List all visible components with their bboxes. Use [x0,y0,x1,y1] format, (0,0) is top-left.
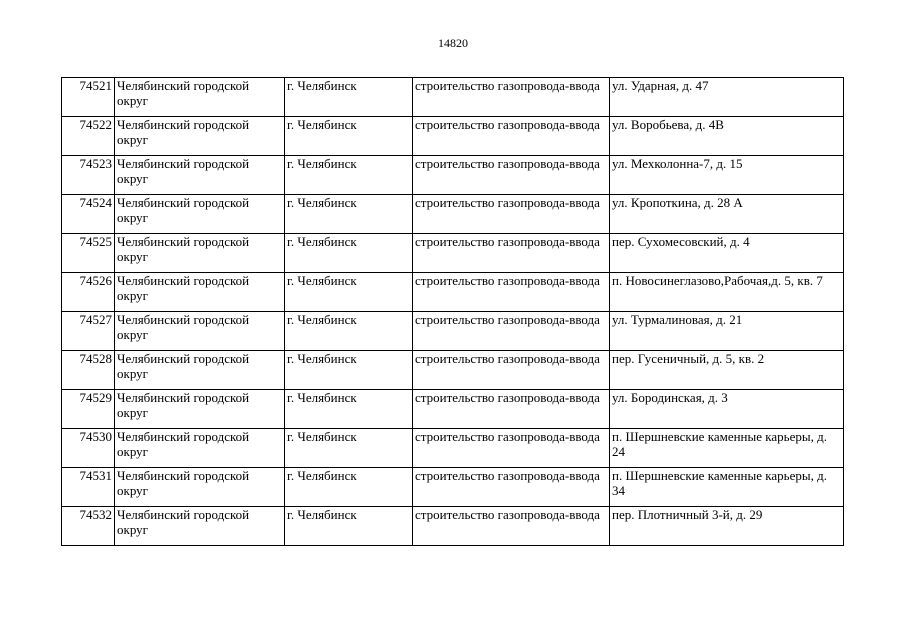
table-row [62,117,844,156]
district-cell: Челябинский городской округ [115,195,285,234]
work-type-cell: строительство газопровода-ввода [413,117,610,156]
table-row [62,429,844,468]
address-cell: ул. Бородинская, д. 3 [610,390,844,429]
city-cell: г. Челябинск [285,312,413,351]
city-cell: г. Челябинск [285,156,413,195]
city-cell: г. Челябинск [285,78,413,117]
work-type-cell: строительство газопровода-ввода [413,312,610,351]
address-cell: пер. Сухомесовский, д. 4 [610,234,844,273]
district-cell: Челябинский городской округ [115,117,285,156]
row-number-cell: 74522 [62,117,115,156]
work-type-cell: строительство газопровода-ввода [413,273,610,312]
registry-table-body [62,78,844,546]
district-cell: Челябинский городской округ [115,273,285,312]
city-cell: г. Челябинск [285,273,413,312]
work-type-cell: строительство газопровода-ввода [413,156,610,195]
district-cell: Челябинский городской округ [115,468,285,507]
table-row [62,468,844,507]
row-number-cell: 74524 [62,195,115,234]
row-number-cell: 74529 [62,390,115,429]
district-cell: Челябинский городской округ [115,78,285,117]
row-number-cell: 74526 [62,273,115,312]
work-type-cell: строительство газопровода-ввода [413,78,610,117]
address-cell: п. Новосинеглазово,Рабочая,д. 5, кв. 7 [610,273,844,312]
district-cell: Челябинский городской округ [115,312,285,351]
address-cell: ул. Кропоткина, д. 28 А [610,195,844,234]
city-cell: г. Челябинск [285,195,413,234]
district-cell: Челябинский городской округ [115,507,285,546]
page-number: 14820 [438,36,468,50]
row-number-cell: 74523 [62,156,115,195]
table-row [62,195,844,234]
table-row [62,273,844,312]
row-number-cell: 74532 [62,507,115,546]
registry-table [61,77,844,546]
address-cell: ул. Турмалиновая, д. 21 [610,312,844,351]
address-cell: ул. Мехколонна-7, д. 15 [610,156,844,195]
city-cell: г. Челябинск [285,429,413,468]
district-cell: Челябинский городской округ [115,351,285,390]
table-row [62,351,844,390]
row-number-cell: 74525 [62,234,115,273]
district-cell: Челябинский городской округ [115,156,285,195]
address-cell: п. Шершневские каменные карьеры, д. 34 [610,468,844,507]
address-cell: п. Шершневские каменные карьеры, д. 24 [610,429,844,468]
city-cell: г. Челябинск [285,390,413,429]
city-cell: г. Челябинск [285,507,413,546]
row-number-cell: 74521 [62,78,115,117]
city-cell: г. Челябинск [285,234,413,273]
address-cell: ул. Воробьева, д. 4В [610,117,844,156]
table-row [62,390,844,429]
row-number-cell: 74530 [62,429,115,468]
table-row [62,78,844,117]
city-cell: г. Челябинск [285,468,413,507]
row-number-cell: 74531 [62,468,115,507]
city-cell: г. Челябинск [285,117,413,156]
address-cell: ул. Ударная, д. 47 [610,78,844,117]
table-row [62,234,844,273]
work-type-cell: строительство газопровода-ввода [413,468,610,507]
district-cell: Челябинский городской округ [115,234,285,273]
work-type-cell: строительство газопровода-ввода [413,429,610,468]
city-cell: г. Челябинск [285,351,413,390]
table-row [62,507,844,546]
row-number-cell: 74528 [62,351,115,390]
work-type-cell: строительство газопровода-ввода [413,390,610,429]
district-cell: Челябинский городской округ [115,429,285,468]
work-type-cell: строительство газопровода-ввода [413,234,610,273]
district-cell: Челябинский городской округ [115,390,285,429]
work-type-cell: строительство газопровода-ввода [413,195,610,234]
address-cell: пер. Гусеничный, д. 5, кв. 2 [610,351,844,390]
row-number-cell: 74527 [62,312,115,351]
table-row [62,312,844,351]
work-type-cell: строительство газопровода-ввода [413,507,610,546]
address-cell: пер. Плотничный 3-й, д. 29 [610,507,844,546]
work-type-cell: строительство газопровода-ввода [413,351,610,390]
table-row [62,156,844,195]
